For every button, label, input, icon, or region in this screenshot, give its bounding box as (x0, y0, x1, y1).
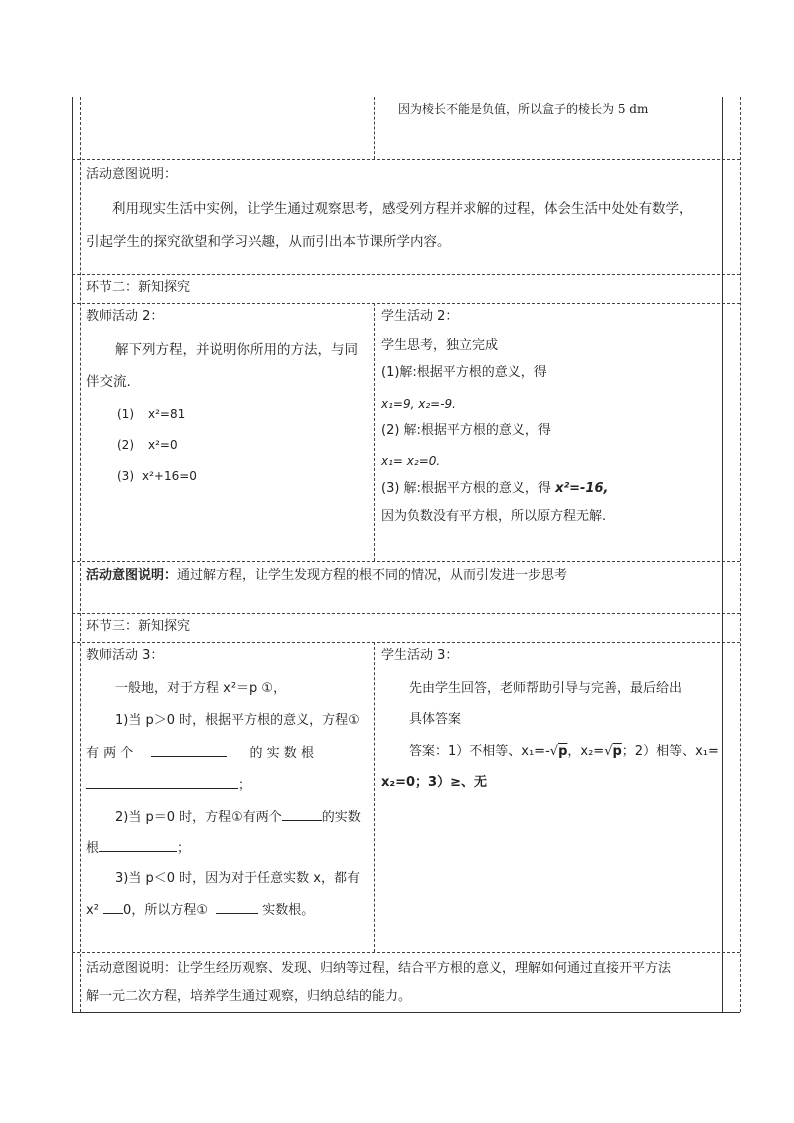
teacher2-desc-line1: 解下列方程，并说明你所用的方法，与同 (115, 342, 358, 358)
teacher2-item-3-num: (3) (117, 469, 134, 483)
student3-sqrt-p-1: p (558, 744, 568, 759)
teacher3-blank-6[interactable] (216, 901, 258, 914)
student2-line6-eq: x²=-16, (555, 481, 609, 496)
teacher3-title: 教师活动 3： (86, 648, 164, 663)
student3-sqrt-p-2: p (612, 744, 622, 759)
sqrt-icon: √ (604, 744, 613, 759)
student3-answer-mid: ，x₂= (567, 744, 605, 759)
student2-line4: (2) 解:根据平方根的意义，得 (381, 423, 551, 438)
inner-left-dashed-border (80, 97, 81, 1012)
teacher3-line2: 1)当 p＞0 时，根据平方根的意义，方程① (115, 713, 360, 728)
intent3-line2: 解一元二次方程，培养学生通过观察，归纳总结的能力。 (86, 989, 412, 1004)
student3-answer-end: ；2）相等、x₁= (621, 744, 719, 759)
teacher3-line4-semicolon: ； (238, 778, 252, 793)
teacher3-line3-start: 有 两 个 (86, 746, 134, 761)
teacher2-desc-line2: 伴交流. (86, 374, 131, 390)
teacher3-line5 (115, 808, 361, 827)
row-line-4 (72, 561, 740, 562)
teacher2-item-3-eq: x²+16=0 (142, 469, 197, 483)
teacher2-item-2-eq: x²=0 (148, 438, 178, 452)
section2-title: 环节二：新知探究 (86, 280, 191, 295)
student2-line6 (381, 480, 608, 498)
top-right-cell-text: 因为棱长不能是负值，所以盒子的棱长为 5 dm (398, 102, 649, 116)
intent2-line (86, 567, 567, 585)
row-line-3 (72, 303, 740, 304)
sqrt-icon: √ (549, 744, 559, 759)
teacher3-line6-end: ； (177, 841, 191, 856)
teacher2-item-2-num: (2) (117, 438, 134, 452)
outer-right-dashed-border (740, 97, 741, 1012)
intent1-title: 活动意图说明： (86, 167, 178, 182)
column-divider-section2 (374, 303, 375, 561)
teacher3-line6-start: 根 (86, 841, 100, 856)
teacher3-line8-end: 实数根。 (262, 903, 315, 918)
teacher3-blank-1[interactable] (151, 744, 227, 757)
teacher2-title: 教师活动 2： (86, 309, 164, 324)
teacher3-blank-2[interactable] (86, 776, 238, 789)
student2-line7: 因为负数没有平方根，所以原方程无解. (381, 509, 607, 524)
student2-line5: x₁= x₂=0. (381, 454, 441, 468)
student3-answer-start: 答案：1）不相等、x₁=- (409, 744, 550, 759)
student2-line2: (1)解:根据平方根的意义，得 (381, 365, 547, 380)
teacher3-blank-5[interactable] (103, 901, 123, 914)
intent2-label: 活动意图说明： (86, 568, 178, 583)
table-left-border (72, 97, 73, 1012)
student2-title: 学生活动 2： (381, 309, 459, 324)
teacher3-line6 (86, 839, 190, 858)
table-bottom-border (72, 1012, 740, 1013)
teacher3-blank-3[interactable] (282, 808, 322, 821)
intent3-line1: 活动意图说明：让学生经历观察、发现、归纳等过程，结合平方根的意义，理解如何通过直接开平方法 (86, 961, 672, 976)
student3-title: 学生活动 3： (381, 648, 459, 663)
student3-line1: 先由学生回答，老师帮助引导与完善，最后给出 (409, 681, 683, 696)
row-line-7 (72, 952, 740, 953)
student2-line3: x₁=9, x₂=-9. (381, 397, 456, 411)
student2-line6-text: (3) 解:根据平方根的意义，得 (381, 481, 556, 496)
row-line-6 (72, 642, 740, 643)
teacher3-line5-end: 的实数 (321, 810, 361, 825)
teacher3-blank-4[interactable] (99, 839, 177, 852)
teacher3-line8 (86, 901, 314, 920)
student3-line4: x₂=0；3）≥、无 (381, 775, 487, 790)
row-line-1 (72, 159, 740, 160)
column-divider-section3 (374, 642, 375, 952)
teacher3-line5-start: 2)当 p＝0 时，方程①有两个 (115, 810, 282, 825)
student2-line1: 学生思考，独立完成 (381, 338, 499, 353)
teacher3-line8-mid: 0，所以方程① (123, 903, 208, 918)
teacher2-item-1-eq: x²=81 (148, 407, 186, 421)
table-right-border (722, 97, 723, 1012)
intent1-line1: 利用现实生活中实例，让学生通过观察思考，感受列方程并求解的过程，体会生活中处处有数学， (112, 201, 693, 217)
teacher3-line8-x2: x² (86, 903, 99, 918)
teacher3-line1: 一般地，对于方程 x²＝p ①， (115, 681, 287, 696)
teacher3-line4 (86, 776, 251, 795)
student3-line2: 具体答案 (409, 712, 462, 727)
row-line-2 (72, 274, 740, 275)
teacher2-item-1-num: (1) (117, 407, 134, 421)
section3-title: 环节三：新知探究 (86, 619, 191, 634)
teacher3-line7: 3)当 p＜0 时，因为对于任意实数 x，都有 (115, 871, 360, 886)
teacher3-line3 (86, 744, 314, 763)
intent2-text: 通过解方程，让学生发现方程的根不同的情况，从而引发进一步思考 (177, 568, 568, 583)
intent1-line2: 引起学生的探究欲望和学习兴趣，从而引出本节课所学内容。 (86, 234, 451, 250)
row-line-5 (72, 613, 740, 614)
column-divider-top (374, 97, 375, 159)
student3-line3 (409, 743, 719, 761)
teacher3-line3-end: 的 实 数 根 (249, 746, 314, 761)
